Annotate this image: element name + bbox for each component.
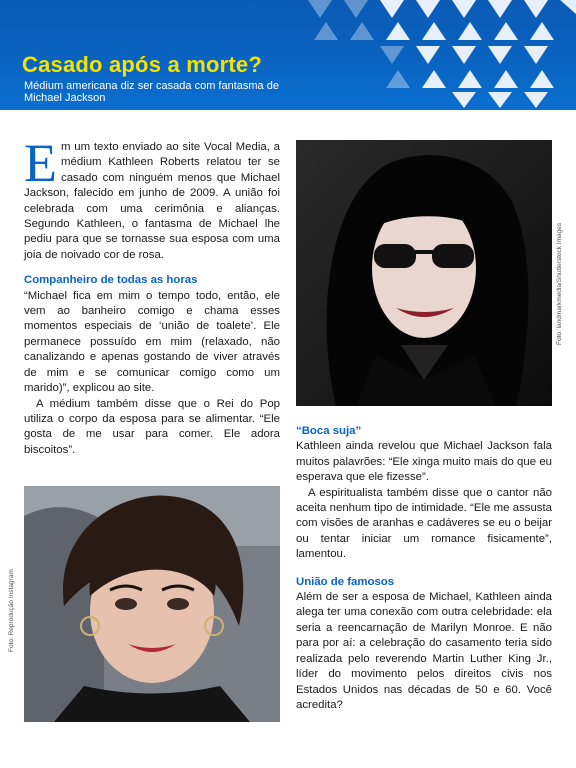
section1-paragraph-1: “Michael fica em mim o tempo todo, então, ele vem ao banheiro comigo e chama esses momentos especiais de ‘união de toalete’. Ele permanece possuído em mim (relaxado, não canalizando e apenas gostando de viver através de mim e se comunicar comigo como um marido)”, explicou ao site. (24, 289, 280, 395)
photo-credit-kr: Foto: Reprodução Instagram (8, 569, 15, 652)
kathleen-roberts-photo (24, 486, 280, 722)
section2-paragraph-1: Kathleen ainda revelou que Michael Jackson fala muitos palavrões: “Ele xinga muito mais do que eu esperava que ele fizesse”. (296, 440, 552, 484)
intro-text: m um texto enviado ao site Vocal Media, a médium Kathleen Roberts relatou ter se casado com ninguém menos que Michael Jackson, falecido em junho de 2009. A união foi celebrada com uma cerimônia e alianças. Segundo Kathleen, o fantasma de Michael lhe pediu para que se tornasse sua esposa com uma joia de noivado cor de rosa. (24, 141, 280, 261)
michael-jackson-illustration (296, 140, 552, 406)
michael-jackson-photo (296, 140, 552, 406)
section2-paragraph-2: A espiritualista também disse que o cantor não aceita nenhum tipo de intimidade. “Ele me assusta com visões de aranhas e cadáveres se eu o beijar ou tentar iniciar um romance fisicamente”, lamentou. (296, 486, 552, 561)
intro-paragraph (24, 133, 280, 263)
section-heading-boca-suja: “Boca suja” (296, 425, 362, 437)
page-title: Casado após a morte? (22, 52, 262, 77)
header-banner (0, 0, 576, 110)
section-heading-companheiro: Companheiro de todas as horas (24, 274, 198, 287)
right-column (296, 424, 552, 713)
page-subtitle: Médium americana diz ser casada com fantasma de Michael Jackson (24, 80, 279, 104)
dropcap-letter: E (24, 133, 57, 193)
photo-credit-mj: Foto: landmarkmedia/Shutterstock Images (556, 222, 563, 345)
left-column (24, 133, 280, 458)
kathleen-roberts-illustration (24, 486, 280, 722)
section1-paragraph-2: A médium também disse que o Rei do Pop utiliza o corpo da esposa para se alimentar. “Ele gosta de me usar para comer. Ele adora biscoitos”. (24, 397, 280, 456)
section-heading-uniao: União de famosos (296, 575, 395, 588)
section3-paragraph-1: Além de ser a esposa de Michael, Kathleen ainda alega ter uma conexão com outra celebridade: ela seria a reencarnação de Marilyn Monroe. E não para por aí: a celebração do casamento teria sido realizada pelo reverendo Martin Luther King Jr., líder do movimento pelos direitos civis nos Estados Unidos nas décadas de 50 e 60. Você acredita? (296, 591, 552, 711)
